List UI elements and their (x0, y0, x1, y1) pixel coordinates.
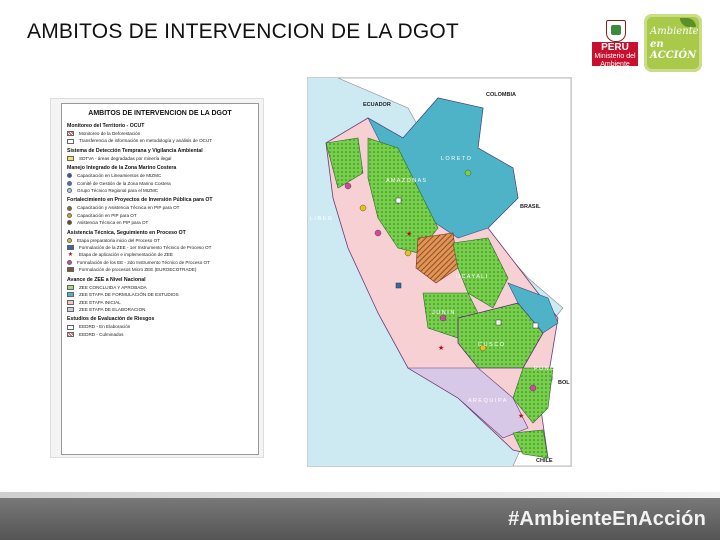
marker-point (375, 230, 381, 236)
legend-section-heading: Asistencia Técnica, Seguimiento en Proceso OT (67, 229, 186, 236)
marker-point (530, 385, 536, 391)
peru-shield-icon (606, 20, 626, 42)
label-cusco: C U S C O (478, 342, 504, 348)
peru-map (307, 77, 572, 467)
legend-item (67, 291, 253, 298)
legend-symbol-icon (67, 156, 74, 161)
peru-logo-text: PERÚ (601, 42, 629, 53)
legend-symbol-icon (67, 188, 72, 193)
legend-symbol-icon (67, 307, 74, 312)
legend-section-heading: Estudios de Evaluación de Riesgos (67, 316, 155, 323)
legend-symbol-icon (67, 325, 74, 330)
label-puno: P U N O (534, 366, 555, 372)
peru-ministry-logo (592, 20, 638, 66)
marker-point (345, 183, 351, 189)
legend-item (67, 172, 253, 179)
legend-item-label: ZEE CONCLUIDA Y APROBADA (79, 284, 147, 290)
legend-item-label: Formulación de procesos Micro ZEE (EUROECOTRADE) (79, 267, 197, 273)
legend-item (67, 155, 253, 162)
marker-square (496, 320, 501, 325)
legend-symbol-icon (67, 206, 72, 211)
legend-section-heading: Fortalecimiento en Proyectos de Inversión Pública para OT (67, 197, 213, 204)
legend-symbol-icon (67, 173, 72, 178)
legend-symbol-icon (67, 285, 74, 290)
peru-map-svg (308, 78, 571, 466)
campaign-logo-line2: en ACCIÓN (650, 39, 697, 61)
marker-point (465, 170, 471, 176)
ambiente-en-accion-logo (644, 14, 702, 72)
legend-item-label: Comité de Gestión de la Zona Marino Costera (77, 180, 171, 186)
legend-item-label: Grupo Técnico Regional para el MIZMC (77, 188, 159, 194)
legend-item (67, 306, 253, 313)
legend-symbol-icon (67, 260, 72, 265)
legend-symbol-icon (67, 213, 72, 218)
legend-section-heading: Monitoreo del Territorio - OCUT (67, 123, 145, 129)
label-loreto: L O R E T O (441, 156, 471, 162)
legend-item-label: EEDRD - Culminados (79, 331, 124, 337)
legend-symbol-icon (67, 181, 72, 186)
legend-item-label: Monitoreo de la Deforestación (79, 131, 141, 136)
slide-title: AMBITOS DE INTERVENCION DE LA DGOT (27, 20, 459, 43)
legend-symbol-icon (67, 238, 72, 243)
label-chile: CHILE (536, 458, 553, 464)
legend-section-heading: Sistema de Detección Temprana y Vigilancia Ambiental (67, 147, 203, 154)
legend-item (67, 130, 253, 137)
legend-item-label: Formulación de la ZEE - 1er Instrumento Técnico de Proceso OT (79, 245, 212, 251)
peru-logo-box (592, 42, 638, 66)
ministry-name: Ministerio del Ambiente (594, 53, 636, 68)
legend-item-label: ZEE ETAPA DE ELABORACION (79, 306, 146, 312)
legend-item (67, 284, 253, 291)
legend-symbol-icon (67, 131, 74, 136)
legend-item (67, 244, 253, 251)
legend-item (67, 323, 253, 330)
label-colombia: COLOMBIA (486, 92, 516, 98)
legend-symbol-icon (67, 220, 72, 225)
legend-item (67, 212, 253, 219)
label-ecuador: ECUADOR (363, 102, 391, 108)
legend-section-heading: Manejo Integrado de la Zona Marino Costera (67, 165, 177, 172)
label-amazonas: A M A Z O N A S (386, 178, 427, 184)
legend-item (67, 204, 253, 211)
marker-star: ★ (438, 345, 445, 352)
legend-item-label: SDTVA - áreas degradadas por minería ilegal (79, 155, 172, 161)
campaign-hashtag: #AmbienteEnAcción (508, 508, 706, 530)
label-bolivia: BOL (558, 380, 570, 386)
legend-item (67, 237, 253, 244)
campaign-logo-line1: Ambiente (650, 26, 699, 37)
legend-symbol-icon (67, 267, 74, 272)
legend-item-label: Transferencia de información en metodología y análisis de OCUT (79, 138, 213, 144)
legend-item-label: Capacitación en Lineamientos de MIZMC (77, 173, 162, 179)
legend-item (67, 137, 253, 144)
marker-point (405, 250, 411, 256)
legend-section-heading: Avance de ZEE a Nivel Nacional (67, 276, 146, 283)
legend-item-label: Etapa preparatoria inicio del Proceso OT (77, 237, 160, 243)
legend-item (67, 187, 253, 194)
legend-symbol-icon (67, 139, 74, 144)
legend-symbol-icon (67, 300, 74, 305)
label-brasil: BRASIL (520, 204, 541, 210)
label-arequipa: A R E Q U I P A (468, 398, 507, 404)
marker-star: ★ (518, 413, 525, 420)
legend-body (67, 123, 253, 338)
legend-item (67, 299, 253, 306)
legend-item-label: Formulación de los EE - 2do Instrumento Técnico de Proceso OT (77, 259, 210, 265)
legend-item-label: ZEE ETAPA INICIAL (79, 299, 121, 305)
label-libertad: L I B E R (310, 216, 332, 222)
legend-symbol-icon (67, 292, 74, 297)
legend-item (67, 331, 253, 338)
legend-item (67, 259, 253, 266)
legend-symbol-icon: ★ (67, 251, 74, 258)
legend-item (67, 180, 253, 187)
legend-item-label: Asistencia Técnica en PIP para OT (77, 220, 149, 226)
map-legend (61, 103, 259, 455)
label-ucayali: U C A Y A L I (456, 274, 488, 280)
marker-square (396, 198, 401, 203)
legend-symbol-icon (67, 332, 74, 337)
legend-item-label: Etapa de aplicación e implementación de ZEE (79, 252, 173, 258)
legend-item (67, 266, 253, 273)
legend-item-label: ZEE ETAPA DE FORMULACIÓN DE ESTUDIOS (79, 292, 179, 298)
marker-point (360, 205, 366, 211)
legend-item (67, 251, 253, 258)
marker-star: ★ (406, 231, 413, 238)
legend-symbol-icon (67, 245, 74, 250)
marker-square (533, 323, 538, 328)
logo-group (592, 14, 704, 76)
legend-item-label: Capacitación y Asistencia Técnica en PIP para OT (77, 205, 180, 211)
label-junin: J U N I N (432, 310, 455, 316)
legend-item-label: EEDRD - En Elaboración (79, 324, 131, 330)
marker-square (396, 283, 401, 288)
legend-item-label: Capacitación en PIP para OT (77, 212, 137, 218)
legend-item (67, 219, 253, 226)
legend-title: AMBITOS DE INTERVENCION DE LA DGOT (88, 110, 232, 117)
